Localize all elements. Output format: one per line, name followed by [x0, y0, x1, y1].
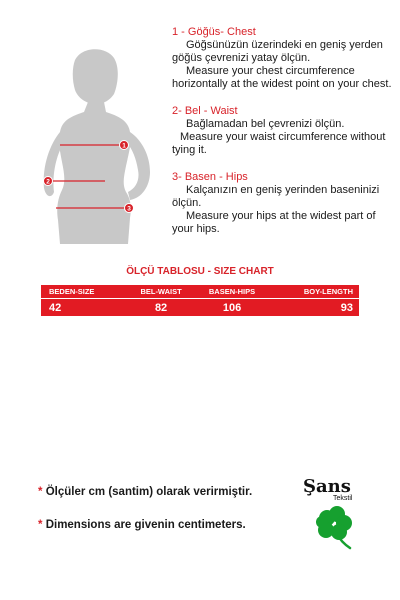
column-header-length: BOY-LENGTH	[270, 285, 359, 299]
marker-3	[125, 204, 134, 213]
step-text: Measure your hips at the widest part of	[186, 210, 376, 222]
size-chart-title: ÖLÇÜ TABLOSU - SIZE CHART	[126, 266, 274, 277]
note-centimeters-tr	[38, 486, 252, 498]
measurement-instructions	[172, 26, 394, 245]
step-text: Measure your waist circumference without	[180, 131, 386, 143]
table-header-row	[41, 285, 359, 299]
step-title: 2- Bel - Waist	[172, 105, 238, 117]
step-text: Kalçanızın en geniş yerinden baseninizi	[186, 184, 380, 196]
brand-subtitle: Tekstil	[333, 495, 353, 502]
cell-size: 42	[49, 301, 62, 314]
silhouette-right-arm	[126, 132, 150, 200]
svg-text:3: 3	[127, 205, 131, 213]
step-text: your hips.	[172, 223, 220, 235]
step-title: 3- Basen - Hips	[172, 171, 248, 183]
body-silhouette-figure	[30, 48, 160, 248]
marker-2	[44, 177, 53, 186]
column-header-hips: BASEN-HIPS	[195, 285, 270, 299]
step-text: Measure your chest circumference	[186, 65, 355, 77]
step-text: tying it.	[172, 144, 207, 156]
note-star: *	[38, 519, 43, 531]
step-hips	[172, 171, 394, 236]
silhouette-left-arm	[44, 132, 64, 196]
clover-icon	[310, 502, 360, 552]
column-header-size: BEDEN-SIZE	[41, 285, 128, 299]
step-title: 1 - Göğüs- Chest	[172, 26, 256, 38]
step-text: Bağlamadan bel çevrenizi ölçün.	[186, 118, 345, 130]
column-header-waist: BEL-WAIST	[128, 285, 195, 299]
note-star: *	[38, 486, 43, 498]
step-text: ölçün.	[172, 197, 202, 209]
cell-hips: 106	[222, 301, 242, 314]
table-row	[41, 299, 359, 316]
step-text: göğüs çevrenizi yatay ölçün.	[172, 52, 311, 64]
note-text: Ölçüler cm (santim) olarak verirmiştir.	[45, 486, 253, 498]
size-chart-table	[41, 285, 359, 316]
step-text: horizontally at the widest point on your chest.	[172, 78, 392, 90]
note-text: Dimensions are givenin centimeters.	[45, 519, 246, 531]
step-waist	[172, 105, 394, 157]
brand-name: Şans	[303, 476, 351, 497]
svg-text:2: 2	[46, 178, 50, 186]
silhouette-head	[73, 49, 118, 104]
cell-waist: 82	[154, 301, 168, 314]
step-chest	[172, 26, 394, 91]
step-text: Göğsünüzün üzerindeki en geniş yerden	[186, 39, 383, 51]
brand-logo	[300, 476, 370, 556]
silhouette-torso	[57, 102, 131, 244]
note-centimeters-en	[38, 519, 246, 531]
cell-length: 93	[340, 301, 353, 314]
svg-text:1: 1	[122, 142, 126, 150]
marker-1	[120, 141, 129, 150]
